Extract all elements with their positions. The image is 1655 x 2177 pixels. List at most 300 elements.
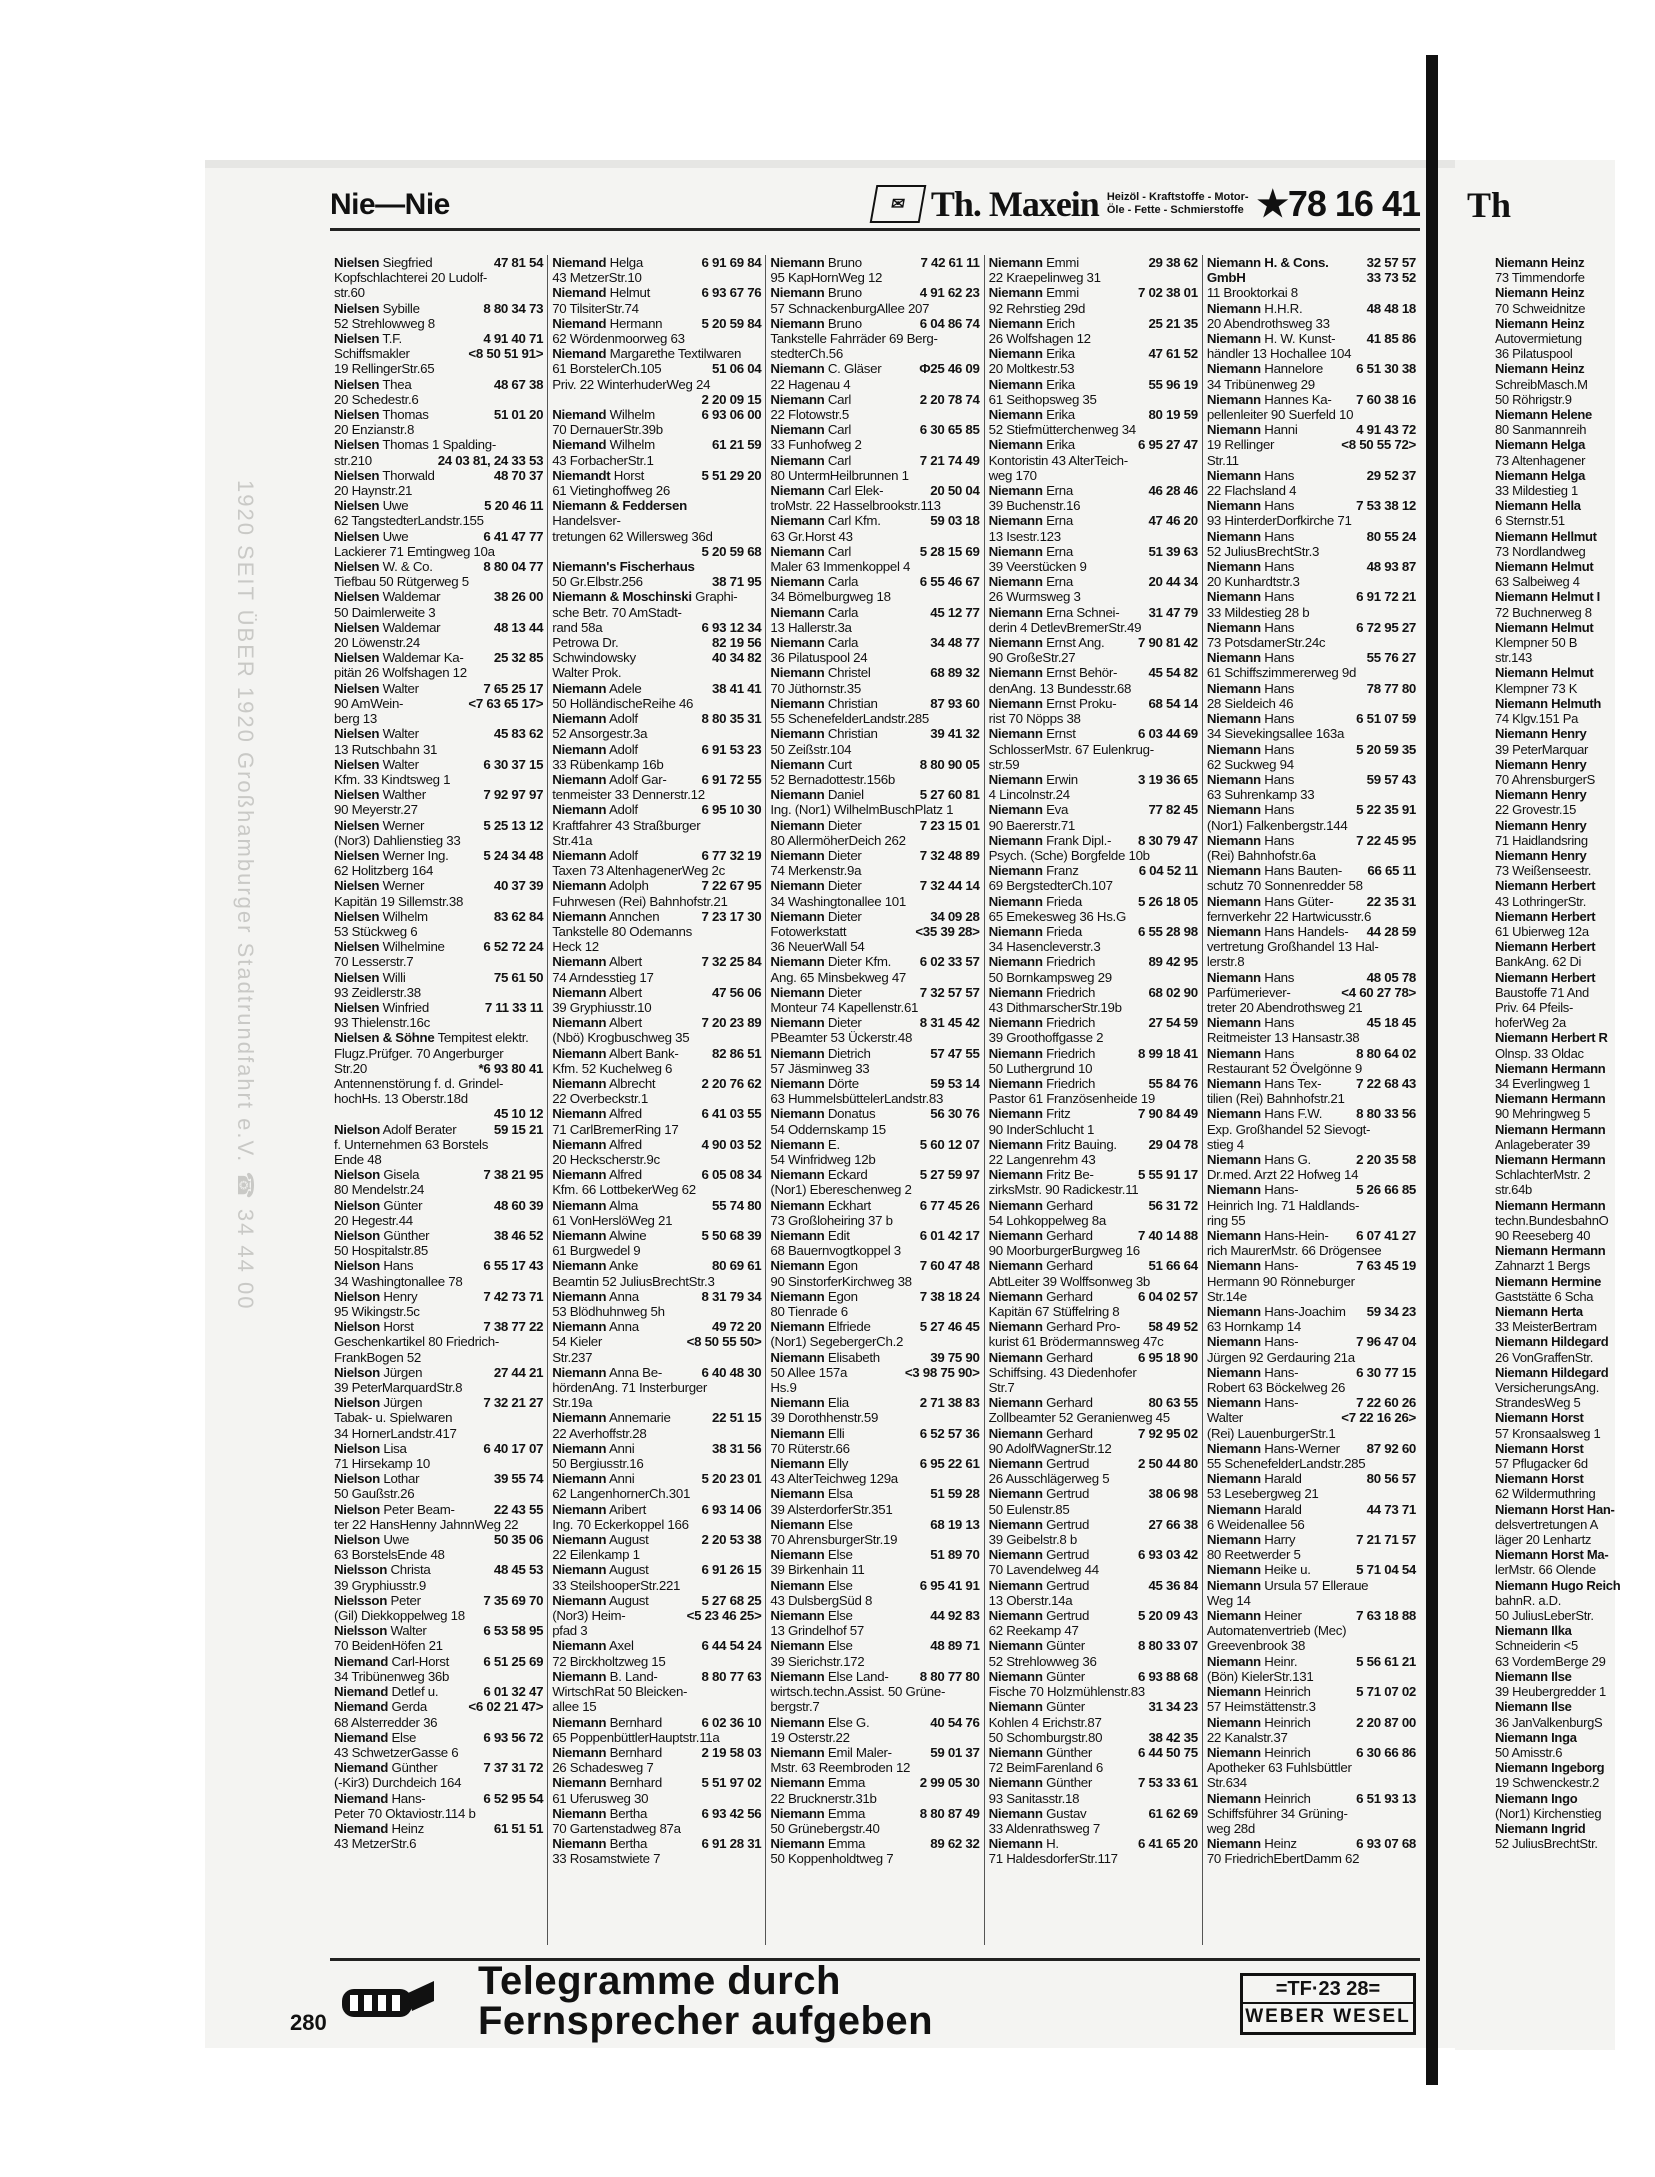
directory-entry — [770, 422, 979, 437]
directory-entry — [1207, 1334, 1416, 1349]
ad-tagline-2: Öle - Fette - Schmierstoffe — [1106, 204, 1244, 216]
facing-page-entry: Niemann Heinz — [1495, 255, 1585, 270]
entry-details: Priv. 22 WinterhuderWeg 24 — [552, 376, 711, 392]
entry-phone: 5 20 46 11 — [484, 498, 544, 514]
entry-details: 39 Veerstücken 9 — [988, 559, 1087, 575]
entry-details: Monteur 74 Kapellenstr.61 — [770, 999, 919, 1015]
entry-phone: 7 92 97 97 — [483, 787, 544, 803]
entry-text — [770, 1562, 864, 1577]
entry-phone: 44 92 83 — [930, 1608, 980, 1624]
entry-text — [989, 1046, 1096, 1061]
entry-text — [334, 1213, 413, 1228]
entry-surname: Niemann — [552, 984, 607, 1000]
entry-details: Erika — [1046, 376, 1075, 392]
entry-details: (-Kir3) Durchdeich 164 — [334, 1775, 462, 1791]
directory-entry — [334, 1669, 543, 1684]
entry-text — [552, 1441, 634, 1456]
directory-entry — [1207, 1806, 1416, 1821]
entry-text — [552, 696, 693, 711]
entry-details: Walther — [382, 787, 426, 803]
entry-details: H. — [1046, 1836, 1059, 1852]
entry-text — [770, 1258, 857, 1273]
entry-phone: 75 61 50 — [493, 969, 544, 985]
entry-details: August — [608, 1562, 649, 1578]
entry-details: 61 Uferusweg 30 — [552, 1790, 649, 1806]
entry-details: Peter — [390, 1592, 421, 1608]
entry-surname: Niemann — [1206, 467, 1261, 483]
entry-details: Elisabeth — [827, 1349, 880, 1365]
directory-entry — [1207, 346, 1416, 361]
entry-text — [1207, 422, 1298, 437]
entry-text — [989, 909, 1126, 924]
entry-details: 80 Reetwerder 5 — [1206, 1547, 1301, 1563]
entry-surname: Niemann — [770, 1456, 825, 1472]
entry-phone: 7 53 38 12 — [1356, 498, 1417, 514]
entry-phone: 24 03 81, 24 33 53 — [437, 452, 544, 468]
entry-text — [989, 255, 1079, 270]
directory-entry — [334, 939, 543, 954]
directory-entry — [1207, 818, 1416, 833]
entry-surname: Niemann — [1206, 528, 1261, 544]
entry-details: 39 Dorothhenstr.59 — [770, 1410, 879, 1426]
entry-phone: 29 52 37 — [1366, 467, 1417, 483]
entry-text — [1207, 848, 1316, 863]
directory-entry — [1207, 696, 1416, 711]
entry-phone: 7 40 14 88 — [1137, 1228, 1198, 1243]
entry-surname: Niemann — [552, 1136, 607, 1152]
entry-details: Egon — [827, 1258, 858, 1274]
entry-details: 62 Wördenmoorweg 63 — [552, 331, 685, 347]
entry-details: (Rei) LauenburgerStr.1 — [1206, 1425, 1336, 1441]
entry-text — [334, 1669, 449, 1684]
entry-text — [989, 696, 1117, 711]
entry-phone: 45 54 82 — [1148, 665, 1198, 681]
directory-entry — [989, 726, 1198, 741]
entry-surname: Nielsen — [334, 969, 380, 985]
entry-surname: Niemann's Fischerhaus — [552, 559, 695, 575]
directory-entry — [1207, 802, 1416, 817]
entry-text — [334, 878, 424, 893]
entry-phone: 2 20 09 15 — [701, 391, 762, 407]
entry-phone: 6 52 57 36 — [919, 1425, 980, 1441]
entry-text — [1207, 1122, 1370, 1137]
entry-surname: Niemann — [988, 1486, 1043, 1502]
entry-phone: 6 91 26 15 — [701, 1562, 762, 1578]
entry-details: Kfm. 66 LottbekerWeg 62 — [552, 1182, 696, 1198]
directory-entry — [770, 1806, 979, 1821]
entry-phone: 4 91 43 72 — [1356, 422, 1417, 438]
entry-details: 20 Schedestr.6 — [334, 391, 419, 407]
entry-surname: Niemann — [1206, 1714, 1261, 1730]
entry-text — [770, 1456, 848, 1471]
facing-page-entry: Niemann Ingeborg — [1495, 1760, 1605, 1776]
facing-page-entry: Niemann Hildegard — [1495, 1334, 1609, 1350]
entry-text — [1207, 1410, 1243, 1425]
entry-details: Hans- — [1264, 1334, 1299, 1350]
entry-details: 71 HaldesdorferStr.117 — [988, 1851, 1118, 1867]
directory-entry — [334, 377, 543, 392]
directory-entry — [334, 1471, 543, 1486]
entry-text — [770, 1745, 891, 1760]
entry-details: 90 Meyerstr.27 — [334, 802, 418, 818]
entry-surname: Niemann — [988, 893, 1043, 909]
directory-entry — [1207, 1532, 1416, 1547]
entry-details: Carl-Horst — [391, 1653, 450, 1669]
directory-entry — [552, 1578, 761, 1593]
directory-entry — [989, 1699, 1198, 1714]
entry-phone: 7 23 17 30 — [701, 908, 762, 924]
entry-details: Friedrich — [1046, 984, 1096, 1000]
entry-details: Hans-Werner — [1264, 1440, 1340, 1456]
directory-entry — [989, 833, 1198, 848]
entry-text — [552, 407, 655, 422]
entry-phone: 5 27 60 81 — [919, 787, 980, 803]
facing-page-entry: Niemann Horst — [1495, 1440, 1584, 1456]
entry-surname: Niemann — [552, 1410, 607, 1426]
entry-details: 50 Eulenstr.85 — [988, 1501, 1070, 1517]
directory-entry — [552, 1046, 761, 1061]
entry-text — [334, 1791, 425, 1806]
directory-entry — [334, 802, 543, 817]
directory-entry — [552, 818, 761, 833]
entry-text — [334, 270, 487, 285]
entry-text — [1207, 407, 1353, 422]
entry-text — [334, 939, 445, 954]
entry-details: Carla — [827, 635, 859, 651]
entry-phone: 51 01 20 — [493, 407, 544, 423]
entry-text — [770, 1699, 819, 1714]
entry-details: Kohlen 4 Erichstr.87 — [988, 1714, 1102, 1730]
entry-surname: Niemann — [988, 1106, 1043, 1122]
entry-surname: Niemann — [1206, 1015, 1261, 1031]
entry-text — [1207, 772, 1294, 787]
entry-surname: Niemann — [770, 1228, 825, 1243]
entry-text — [770, 498, 940, 513]
entry-surname: Niemand — [552, 255, 607, 270]
entry-surname: Niemand — [334, 1790, 389, 1806]
entry-phone: 6 95 27 47 — [1137, 437, 1198, 453]
entry-text — [334, 529, 408, 544]
entry-phone: 51 06 04 — [712, 361, 762, 377]
entry-phone: 82 19 56 — [712, 635, 762, 651]
directory-entry — [770, 1106, 979, 1121]
facing-page-entry: Niemann Henry — [1495, 726, 1587, 742]
entry-text — [770, 1380, 796, 1395]
entry-text — [770, 1775, 865, 1790]
entry-phone: 56 31 72 — [1148, 1197, 1198, 1213]
entry-text — [770, 954, 891, 969]
directory-entry — [989, 772, 1198, 787]
entry-phone: 51 66 64 — [1148, 1258, 1198, 1274]
entry-details: Hans — [1264, 832, 1295, 848]
entry-phone: 25 21 35 — [1148, 315, 1198, 331]
entry-text — [770, 1426, 844, 1441]
directory-entry — [1207, 1198, 1416, 1213]
directory-entry — [989, 878, 1198, 893]
directory-entry — [770, 316, 979, 331]
entry-details: Carl — [827, 422, 852, 438]
entry-text — [552, 681, 641, 696]
directory-entry — [1207, 1380, 1416, 1395]
entry-text — [989, 1593, 1073, 1608]
directory-entry — [334, 1562, 543, 1577]
entry-details: Bertha — [609, 1836, 648, 1852]
entry-text — [1207, 468, 1294, 483]
entry-details: Ernst Behör- — [1046, 665, 1118, 681]
entry-details: Hans Bauten- — [1264, 863, 1342, 879]
directory-entry — [334, 1198, 543, 1213]
entry-details: Fuhrwesen (Rei) Bahnhofstr.21 — [552, 893, 728, 909]
entry-details: Dieter — [827, 984, 862, 1000]
entry-phone: 6 30 37 15 — [483, 756, 544, 772]
entry-details: Thorwald — [382, 467, 435, 483]
directory-entry — [1207, 559, 1416, 574]
entry-text — [770, 1091, 943, 1106]
directory-entry — [989, 1562, 1198, 1577]
facing-page-entry: delsvertretungen A — [1495, 1516, 1599, 1532]
entry-text — [552, 1395, 592, 1410]
entry-text — [989, 1623, 1079, 1638]
entry-surname: Niemann — [988, 1456, 1043, 1472]
entry-details: 70 AhrensburgerStr.19 — [770, 1532, 898, 1548]
entry-text — [989, 392, 1097, 407]
entry-phone: 8 80 04 77 — [483, 559, 544, 575]
directory-entry — [1207, 985, 1416, 1000]
directory-entry — [552, 255, 761, 270]
facing-page-entry: 57 Kronsaalsweg 1 — [1495, 1425, 1601, 1441]
entry-details: 95 KapHornWeg 12 — [770, 270, 883, 286]
entry-phone: 8 80 87 49 — [919, 1805, 980, 1821]
entry-text — [552, 1091, 648, 1106]
entry-text — [989, 1182, 1139, 1197]
entry-text — [552, 878, 648, 893]
entry-text — [770, 1046, 870, 1061]
directory-entry — [334, 650, 543, 665]
footer-ad-line2: Fernsprecher aufgeben — [478, 1999, 934, 2043]
directory-entry — [989, 1851, 1198, 1866]
facing-page-entry: StrandesWeg 5 — [1495, 1395, 1581, 1411]
entry-details: 63 Suhrenkamp 33 — [1206, 787, 1315, 803]
entry-text — [334, 1319, 414, 1334]
directory-entry — [552, 1699, 761, 1714]
entry-details: 70 Jüthornstr.35 — [770, 680, 861, 696]
directory-entry — [334, 909, 543, 924]
directory-entry — [989, 589, 1198, 604]
entry-text — [334, 1046, 503, 1061]
entry-text — [552, 1578, 680, 1593]
entry-phone: 5 24 34 48 — [483, 847, 544, 863]
entry-details: Kopfschlachterei 20 Ludolf- — [334, 270, 488, 286]
entry-surname: Niemann — [1206, 1653, 1261, 1669]
directory-entry — [334, 1532, 543, 1547]
entry-surname: Niemann — [1206, 361, 1261, 377]
entry-phone: 80 19 59 — [1148, 407, 1198, 423]
entry-surname: Niemann — [552, 1167, 607, 1183]
directory-entry — [989, 1791, 1198, 1806]
entry-details: pellenleiter 90 Suerfeld 10 — [1206, 407, 1354, 423]
directory-entry — [552, 377, 761, 392]
entry-surname: Niemann — [770, 513, 825, 529]
directory-entry — [552, 1213, 761, 1228]
entry-surname: Nielsen — [334, 726, 380, 742]
directory-entry — [1207, 1623, 1416, 1638]
entry-details: 33 Funhofweg 2 — [770, 437, 862, 453]
entry-text — [552, 1122, 678, 1137]
directory-entry — [334, 285, 543, 300]
directory-entry — [552, 1106, 761, 1121]
entry-details: Hans — [1264, 528, 1295, 544]
entry-text — [552, 1350, 592, 1365]
entry-surname: Niemann — [1206, 1684, 1261, 1700]
directory-entry — [334, 498, 543, 513]
directory-entry — [552, 1562, 761, 1577]
directory-entry — [1207, 909, 1416, 924]
directory-entry — [552, 939, 761, 954]
entry-surname: Niemann — [1206, 969, 1261, 985]
entry-details: 54 Winfridweg 12b — [770, 1151, 876, 1167]
entry-text — [334, 726, 419, 741]
entry-details: Albert — [608, 954, 642, 970]
entry-text — [989, 894, 1082, 909]
entry-surname: Nielsen — [334, 528, 380, 544]
directory-entry — [334, 1745, 543, 1760]
facing-page-entry: VersicherungsAng. — [1495, 1380, 1600, 1396]
entry-surname: Niemann — [1206, 1836, 1261, 1852]
directory-entry — [770, 361, 979, 376]
directory-entry — [552, 1760, 761, 1775]
entry-text — [770, 1152, 875, 1167]
entry-phone: 6 01 32 47 — [483, 1684, 544, 1700]
entry-details: Lisa — [383, 1440, 407, 1456]
entry-text — [552, 1851, 660, 1866]
entry-phone: 48 45 53 — [493, 1562, 544, 1578]
entry-text — [770, 483, 883, 498]
entry-text — [770, 1213, 892, 1228]
entry-surname: Nielsen — [334, 589, 380, 605]
book-spine — [1426, 55, 1438, 2085]
entry-phone: 7 90 81 42 — [1137, 635, 1198, 651]
directory-entry — [552, 970, 761, 985]
entry-details: Bruno — [827, 315, 862, 331]
entry-text — [334, 1395, 422, 1410]
facing-page-entry: str.64b — [1495, 1182, 1532, 1198]
entry-phone: 6 51 93 13 — [1356, 1790, 1417, 1806]
entry-details: 93 Zeidlerstr.38 — [334, 984, 421, 1000]
entry-text — [770, 863, 861, 878]
entry-details: Hans — [1264, 771, 1295, 787]
entry-details: Carl — [827, 543, 852, 559]
entry-details: 39 Geibelstr.8 b — [988, 1532, 1077, 1548]
entry-text — [989, 1395, 1093, 1410]
entry-phone: 45 83 62 — [493, 726, 544, 742]
entry-details: Lackierer 71 Emtingweg 10a — [334, 543, 495, 559]
entry-details: Hans — [383, 1258, 414, 1274]
entry-surname: Niemann — [552, 1258, 607, 1274]
facing-page-entry: 73 Timmendorfe — [1495, 270, 1585, 286]
entry-details: C. Gläser — [827, 361, 882, 377]
entry-details: Jürgen — [383, 1395, 423, 1411]
entry-surname: Niemann — [988, 1547, 1043, 1563]
entry-details: Gertrud — [1046, 1456, 1090, 1472]
entry-phone: 55 76 27 — [1366, 650, 1417, 666]
directory-entry — [334, 1167, 543, 1182]
directory-column — [985, 255, 1203, 1945]
entry-text — [770, 1334, 903, 1349]
entry-details: Peter 70 Oktaviostr.114 b — [334, 1805, 476, 1821]
entry-details: 61 Burgwedel 9 — [552, 1243, 641, 1259]
entry-text — [770, 726, 877, 741]
entry-details: Egon — [827, 1288, 858, 1304]
directory-entry — [989, 1395, 1198, 1410]
directory-entry — [552, 1836, 761, 1851]
facing-page-entry: 62 Wildermuthring — [1495, 1486, 1596, 1502]
directory-entry — [770, 1319, 979, 1334]
entry-text — [334, 833, 460, 848]
entry-details: E. — [827, 1136, 840, 1152]
entry-phone: 61 51 51 — [493, 1820, 544, 1836]
entry-text — [989, 1562, 1099, 1577]
entry-surname: Niemann — [988, 543, 1043, 559]
entry-text — [552, 787, 705, 802]
entry-text — [1207, 1578, 1368, 1593]
directory-entry — [770, 574, 979, 589]
directory-entry — [770, 1395, 979, 1410]
entry-text — [552, 833, 592, 848]
directory-entry — [552, 1775, 761, 1790]
entry-details: Erika — [1046, 437, 1075, 453]
entry-details: 70 TilsiterStr.74 — [552, 300, 639, 316]
entry-details: Else — [391, 1729, 417, 1745]
entry-text — [989, 1502, 1070, 1517]
entry-details: rand 58a — [552, 619, 603, 635]
facing-page-entry: Niemann Helmut I — [1495, 589, 1600, 605]
directory-entry — [1207, 422, 1416, 437]
entry-phone: *6 93 80 41 — [478, 1060, 544, 1076]
entry-details: Beamtin 52 JuliusBrechtStr.3 — [552, 1273, 715, 1289]
entry-details: Schiffsmakler — [334, 346, 410, 362]
directory-entry — [770, 605, 979, 620]
directory-entry — [552, 331, 761, 346]
entry-details: Hans — [1264, 969, 1295, 985]
entry-text — [989, 589, 1081, 604]
entry-phone: 44 28 59 — [1366, 923, 1417, 939]
entry-details: ring 55 — [1206, 1212, 1246, 1228]
entry-phone: 5 20 59 84 — [701, 315, 762, 331]
entry-details: tretungen 62 Willersweg 36d — [552, 528, 713, 544]
entry-details: 90 AmWein- — [334, 695, 404, 711]
directory-entry — [334, 1623, 543, 1638]
directory-entry — [334, 1791, 543, 1806]
facing-page-entry: Niemann Helene — [1495, 407, 1592, 423]
entry-text — [770, 270, 882, 285]
entry-text — [770, 1167, 867, 1182]
entry-text — [1207, 589, 1294, 604]
entry-phone: 5 50 68 39 — [701, 1228, 762, 1243]
facing-page-entry: 70 AhrensburgerS — [1495, 771, 1595, 787]
directory-entry — [334, 392, 543, 407]
entry-details: FrankBogen 52 — [334, 1349, 422, 1365]
directory-entry — [770, 1167, 979, 1182]
entry-text — [552, 1106, 642, 1121]
facing-page-entry: 19 Schwenckestr.2 — [1495, 1775, 1600, 1791]
facing-page-entry: Niemann Henry — [1495, 756, 1587, 772]
entry-details: Bruno — [827, 255, 862, 270]
entry-surname: Niemann — [770, 1106, 825, 1122]
entry-surname: Niemann — [552, 1471, 607, 1487]
entry-text — [989, 301, 1085, 316]
entry-text — [770, 635, 858, 650]
entry-details: Helmut — [609, 285, 650, 301]
